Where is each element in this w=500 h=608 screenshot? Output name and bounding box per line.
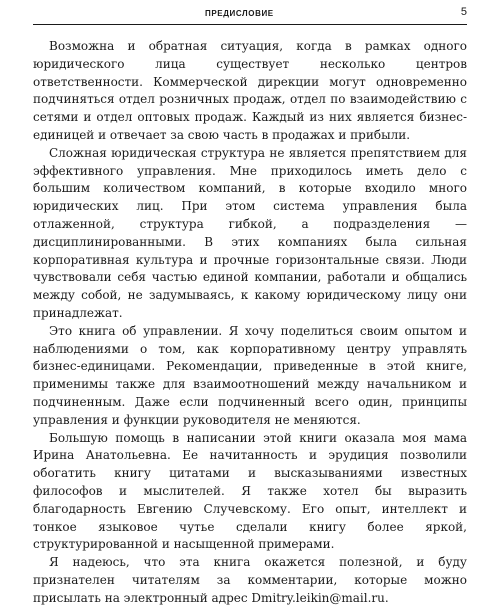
paragraph: Сложная юридическая структура не является препятствием для эффективного управления. Мне приходилось иметь дело с большим количеством компаний, в которые входило много юридических лиц. При этом система управления была отлаженной, структура гибкой, а подразделения — дисциплинированными. В этих компаниях была сильная корпоративная культура и прочные горизонтальные связи. Люди чувствовали себя частью единой компании, работали и общались между собой, не задумываясь, к какому юридическому лицу они принадлежат. [33, 145, 467, 320]
paragraph: Возможна и обратная ситуация, когда в рамках одного юридического лица существует несколько центров ответственности. Коммерческой дирекции могут одновременно подчиняться отдел розничных продаж, отдел по взаимодействию с сетями и отдел оптовых продаж. Каждый из них является бизнес-единицей и отвечает за свою часть в продажах и прибыли. [33, 39, 467, 142]
paragraph: Это книга об управлении. Я хочу поделиться своим опытом и наблюдениями о том, как корпоративному центру управлять бизнес-единицами. Рекомендации, приведенные в этой книге, применимы также для взаимоотношений между начальником и подчиненным. Даже если подчиненный всего один, принципы управления и функции руководителя не меняются. [33, 323, 467, 427]
paragraph: Я надеюсь, что эта книга окажется полезной, и буду признателен читателям за комментарии, которые можно присылать на электронный адрес Dmitry.leikin@mail.ru. [33, 555, 467, 605]
paragraph: Большую помощь в написании этой книги оказала моя мама Ирина Анатольевна. Ее начитанность и эрудиция позволили обогатить книгу цитатами и высказываниями известных философов и мыслителей. Я также хотел бы выразить благодарность Евгению Случевскому. Его опыт, интеллект и тонкое языковое чутье сделали книгу более яркой, структурированной и насыщенной примерами. [33, 430, 467, 552]
body-text [33, 38, 467, 608]
section-title: ПРЕДИСЛОВИЕ [205, 9, 274, 18]
running-header [33, 6, 467, 25]
page-number: 5 [460, 6, 467, 18]
